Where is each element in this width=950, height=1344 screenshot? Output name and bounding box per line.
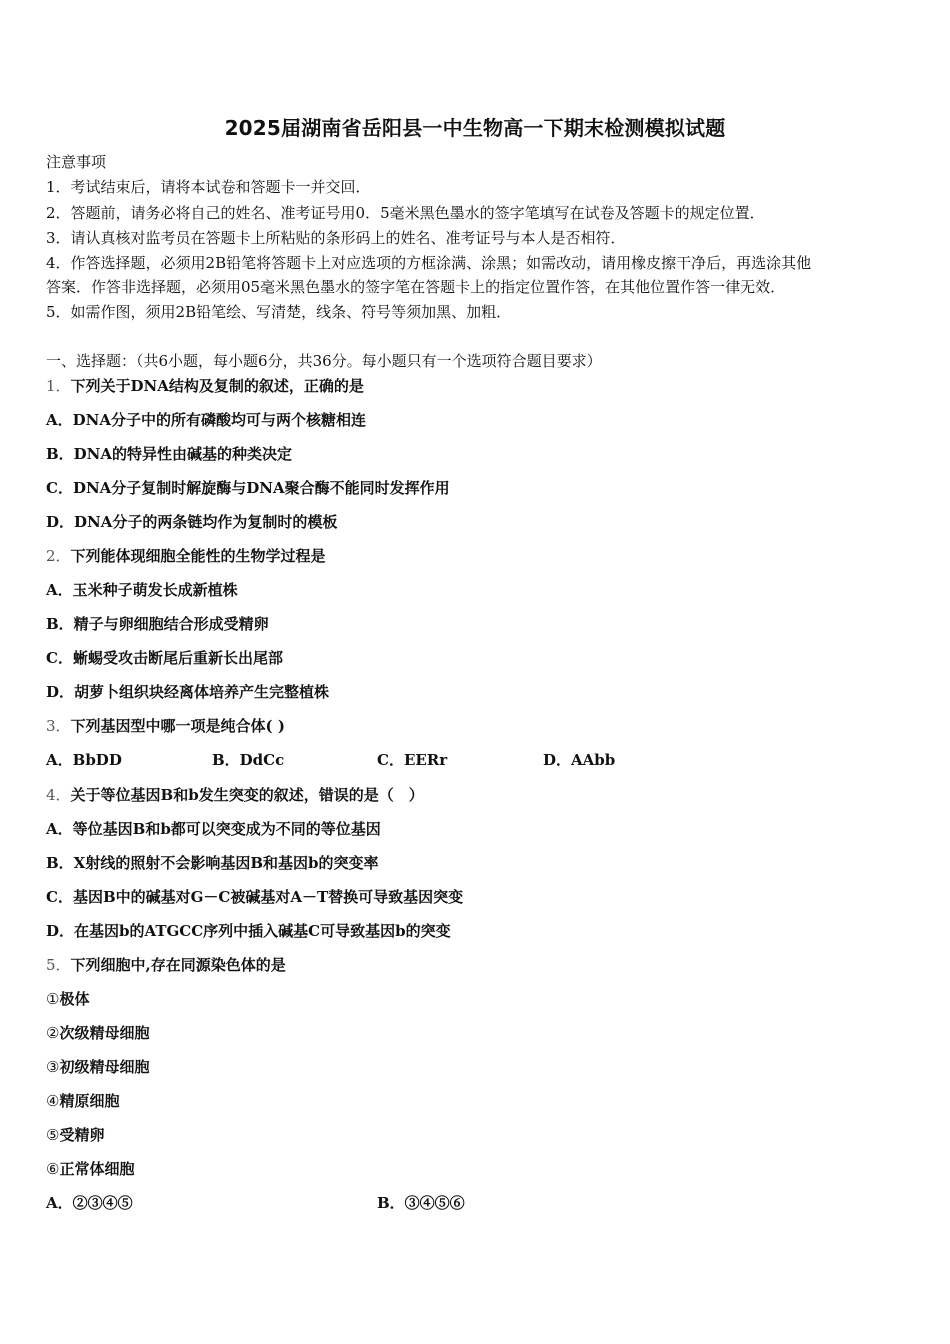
item-text: 正常体细胞 [59,1160,135,1178]
item-marker: ⑥ [46,1160,60,1178]
list-item [46,1023,149,1043]
option-a: A．玉米种子萌发长成新植株 [46,581,238,599]
item-text: 极体 [59,990,90,1008]
list-item [46,1057,149,1077]
option-b: B．DNA的特异性由碱基的种类决定 [46,445,293,463]
option-c: C．基因B中的碱基对G－C被碱基对A－T替换可导致基因突变 [46,888,464,906]
option-a: A．等位基因B和b都可以突变成为不同的等位基因 [46,820,381,838]
option-a: A．DNA分子中的所有磷酸均可与两个核糖相连 [46,411,366,429]
question-number: 1． [46,377,71,395]
question-stem [46,716,285,736]
question-stem [46,955,286,975]
list-item [46,989,89,1009]
list-item [46,1091,119,1111]
page-title: 2025届湖南省岳阳县一中生物高一下期末检测模拟试题 [224,116,726,140]
option-c: C．蜥蜴受攻击断尾后重新长出尾部 [46,649,283,667]
question-number: 4． [46,786,71,804]
item-marker: ② [46,1024,60,1042]
option-b: B．X射线的照射不会影响基因B和基因b的突变率 [46,854,379,872]
question-stem [46,376,364,396]
question-text: 下列基因型中哪一项是纯合体( ) [70,717,285,735]
option-d: D．AAbb [543,751,616,769]
question-text: 下列关于DNA结构及复制的叙述，正确的是 [70,377,364,395]
question-stem [46,785,424,805]
option-b: B．精子与卵细胞结合形成受精卵 [46,615,269,633]
item-marker: ① [46,990,60,1008]
option-a: A．②③④⑤ [46,1194,133,1212]
question-text: 关于等位基因B和b发生突变的叙述，错误的是（ ） [70,786,424,804]
option-c: C．EERr [377,751,448,769]
question-text: 下列细胞中,存在同源染色体的是 [70,956,286,974]
item-marker: ④ [46,1092,60,1110]
notice-item: 答案．作答非选择题，必须用05毫米黑色墨水的签字笔在答题卡上的指定位置作答，在其他位置作答一律无效． [46,278,786,296]
notice-item: 5．如需作图，须用2B铅笔绘、写清楚，线条、符号等须加黑、加粗． [46,303,512,321]
question-number: 5． [46,956,71,974]
notice-item: 2．答题前，请务必将自己的姓名、准考证号用0．5毫米黑色墨水的签字笔填写在试卷及答题卡的规定位置． [46,204,765,222]
list-item [46,1125,104,1145]
item-marker: ⑤ [46,1126,60,1144]
notice-heading: 注意事项 [46,153,107,171]
option-b: B．③④⑤⑥ [377,1194,465,1212]
question-number: 2． [46,547,71,565]
option-d: D．DNA分子的两条链均作为复制时的模板 [46,513,338,531]
option-c: C．DNA分子复制时解旋酶与DNA聚合酶不能同时发挥作用 [46,479,450,497]
option-d: D．胡萝卜组织块经离体培养产生完整植株 [46,683,330,701]
notice-item: 3．请认真核对监考员在答题卡上所粘贴的条形码上的姓名、准考证号与本人是否相符． [46,229,626,247]
section-heading: 一、选择题：（共6小题，每小题6分，共36分。每小题只有一个选项符合题目要求） [46,352,602,370]
question-text: 下列能体现细胞全能性的生物学过程是 [70,547,326,565]
notice-item: 1．考试结束后，请将本试卷和答题卡一并交回． [46,178,371,196]
item-text: 初级精母细胞 [59,1058,150,1076]
option-b: B．DdCc [212,751,285,769]
item-marker: ③ [46,1058,60,1076]
question-stem [46,546,326,566]
list-item [46,1159,134,1179]
item-text: 受精卵 [59,1126,105,1144]
item-text: 次级精母细胞 [59,1024,150,1042]
option-a: A．BbDD [46,751,122,769]
item-text: 精原细胞 [59,1092,120,1110]
question-number: 3． [46,717,71,735]
option-d: D．在基因b的ATGCC序列中插入碱基C可导致基因b的突变 [46,922,451,940]
notice-item: 4．作答选择题，必须用2B铅笔将答题卡上对应选项的方框涂满、涂黑；如需改动，请用橡皮擦干净后，再选涂其他 [46,254,812,272]
